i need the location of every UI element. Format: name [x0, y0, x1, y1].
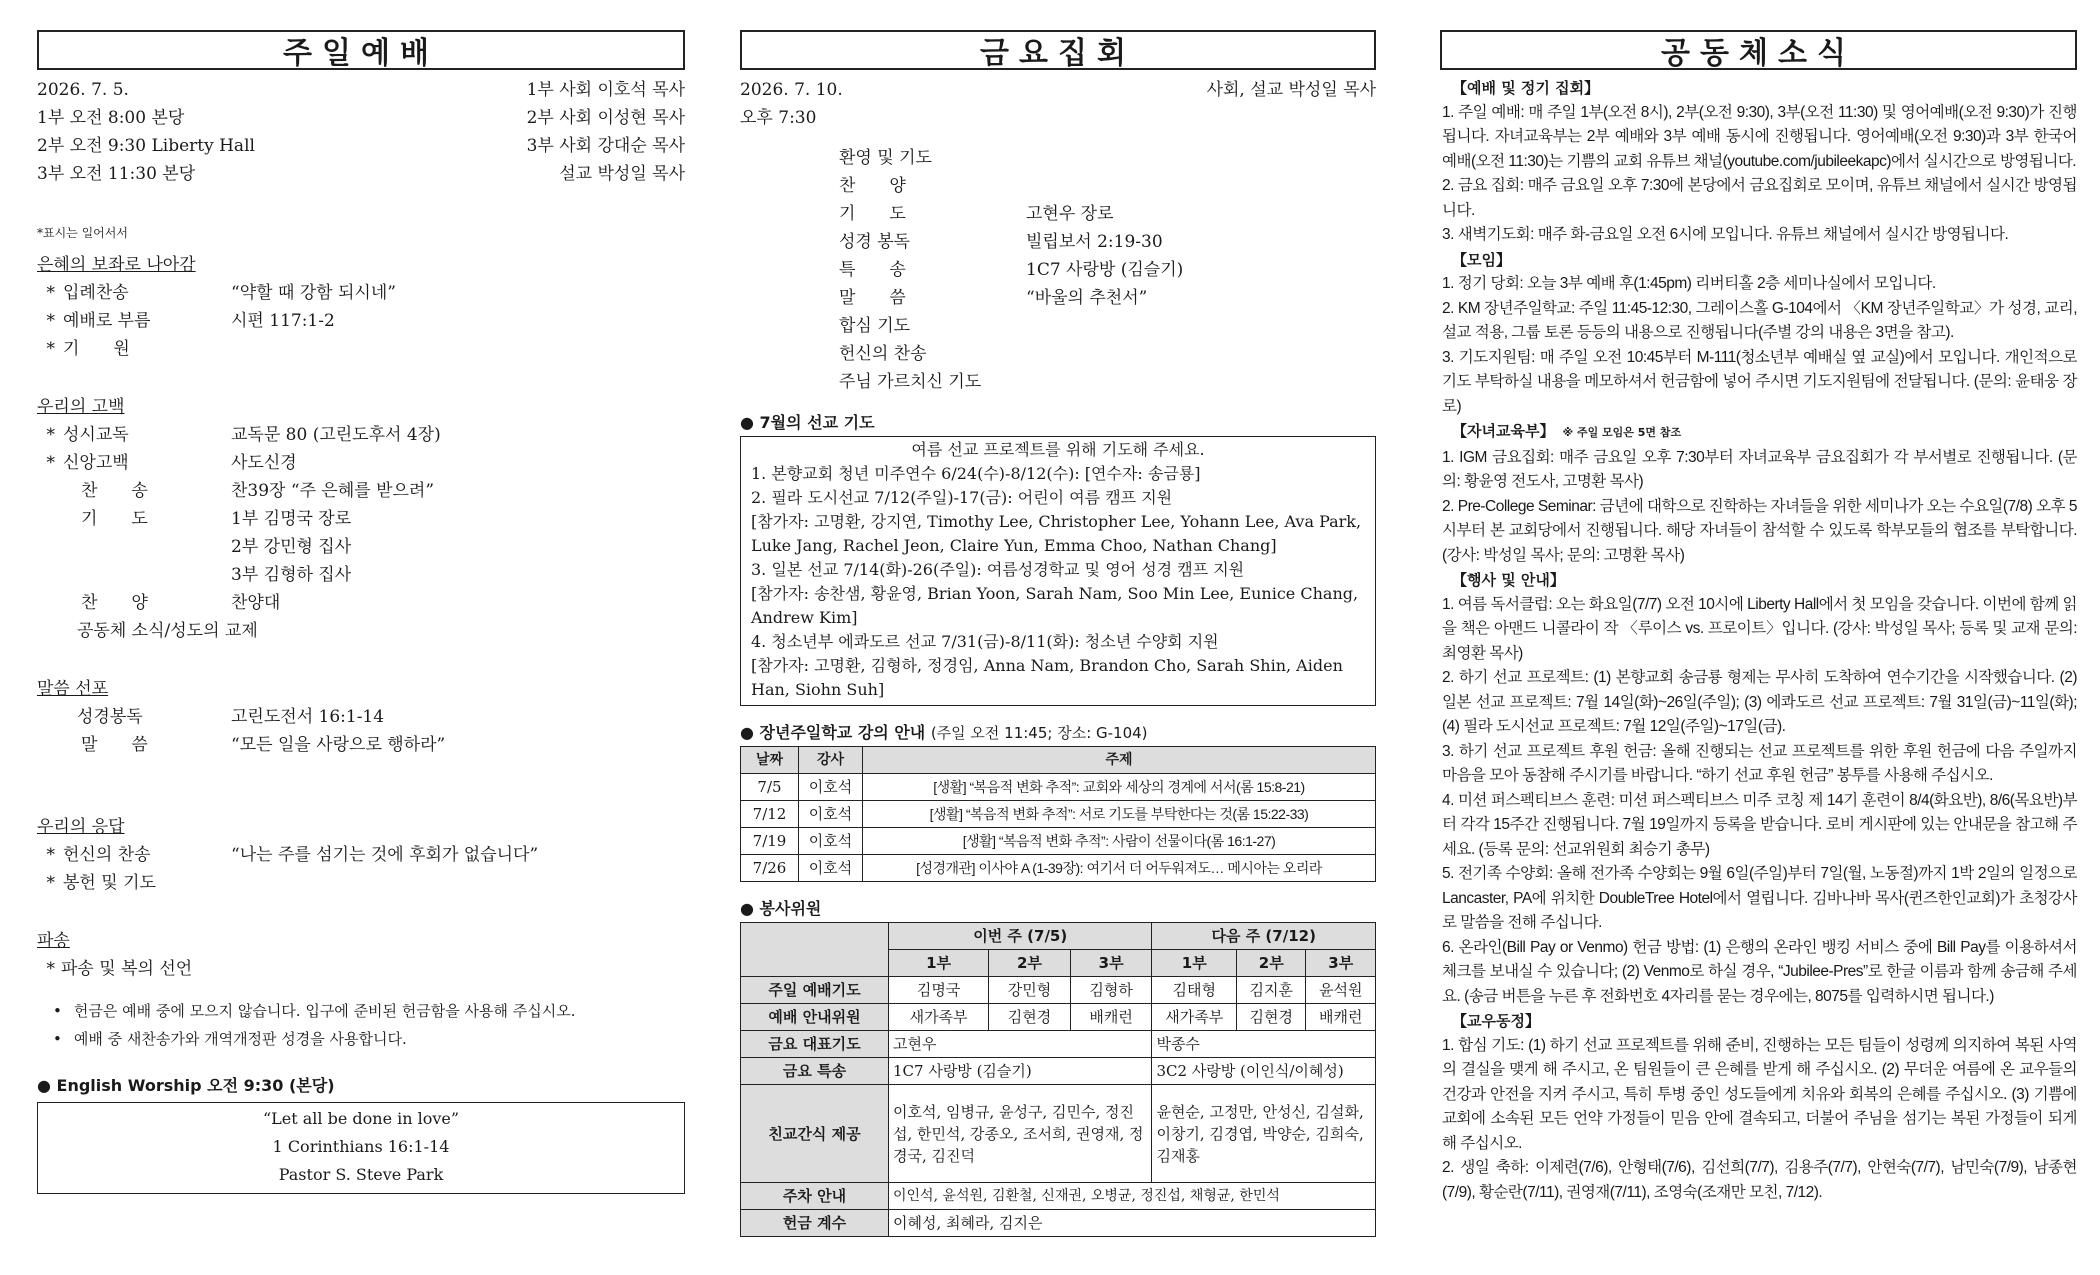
table-row	[741, 801, 1376, 828]
order-label: 예배로 부름	[63, 311, 151, 331]
friday-row	[837, 256, 1376, 284]
mission-intro: 여름 선교 프로젝트를 위해 기도해 주세요.	[911, 440, 1205, 459]
friday-label: 찬 양	[839, 176, 906, 196]
friday-label: 주님 가르치신 기도	[839, 372, 982, 392]
order-label: 봉헌 및 기도	[63, 873, 156, 893]
column-header: 날짜	[741, 747, 799, 774]
news-item: 2. 생일 축하: 이제련(7/6), 안형태(7/6), 김선희(7/7), 김용주(7/7), 안현숙(7/7), 남민숙(7/9), 남종현(7/9), 황순란(7/11), 권영재(7/11), 조영숙(조재만 모친, 7/12).	[1442, 1159, 2077, 1201]
lecture-date: 7/12	[741, 801, 799, 828]
footnote: • 헌금은 예배 중에 모으지 않습니다. 입구에 준비된 헌금함을 사용해 주십시오.	[37, 997, 685, 1025]
order-row	[37, 731, 685, 759]
friday-value: 빌립보서 2:19-30	[1026, 232, 1163, 252]
news-heading: 【예배 및 정기 집회】	[1452, 79, 1600, 97]
friday-row	[837, 144, 1376, 172]
friday-header	[740, 76, 1376, 132]
community-news	[1440, 76, 2077, 1205]
volunteer-cell: 김지훈	[1237, 977, 1306, 1004]
standing-mark	[37, 617, 61, 645]
friday-row	[837, 172, 1376, 200]
sunday-leaders	[527, 76, 685, 188]
friday-row	[837, 368, 1376, 396]
standing-mark	[37, 561, 61, 589]
volunteer-cell: 김현경	[1237, 1004, 1306, 1031]
lecture-speaker: 이호석	[799, 828, 863, 855]
order-row	[37, 421, 685, 449]
volunteer-cell: 새가족부	[1152, 1004, 1237, 1031]
news-item: 2. 하기 선교 프로젝트: (1) 본향교회 송금룡 형제는 무사히 도착하여 연수기간을 시작했습니다. (2) 일본 선교 프로젝트: 7월 14일(화)~26일(주일); (3) 에콰도르 선교 프로젝트: 7월 31일(금)~11일(화); (4) 필라 도시선교 프로젝트: 7월 12일(주일)~17일(금).	[1442, 669, 2077, 735]
table-row	[741, 774, 1376, 801]
order-row	[37, 703, 685, 731]
order-value	[231, 335, 685, 363]
news-heading	[1452, 419, 2077, 446]
friday-title: 금요집회	[740, 30, 1376, 70]
friday-value	[1026, 340, 1376, 368]
friday-value	[1026, 312, 1376, 340]
standing-mark: *	[46, 873, 55, 893]
volunteer-cell: 배캐런	[1070, 1004, 1152, 1031]
table-row	[741, 1183, 1376, 1210]
order-row	[37, 307, 685, 335]
order-label: 기 도	[81, 509, 148, 529]
scripture: 1 Corinthians 16:1-14	[272, 1137, 450, 1156]
volunteer-cell: 김명국	[889, 977, 989, 1004]
order-label: 파송 및 복의 선언	[61, 959, 193, 979]
friday-gathering-column	[740, 30, 1376, 1237]
column-header: 주제	[863, 747, 1376, 774]
friday-row	[837, 284, 1376, 312]
mission-line: [참가자: 고명환, 김형하, 정경임, Anna Nam, Brandon Cho, Sarah Shin, Aiden Han, Siohn Suh]	[751, 656, 1343, 699]
order-value: 시편 117:1-2	[231, 311, 335, 331]
friday-label: 헌신의 찬송	[839, 344, 927, 364]
news-item: 1. 합심 기도: (1) 하기 선교 프로젝트를 위해 준비, 진행하는 모든 팀들이 성령께 의지하여 복된 사역의 결실을 맺게 해 주시고, 온 팀원들이 큰 은혜를 받게 해 주십시오. (2) 무더운 여름에 온 교우들의 건강과 안전을 지켜 주시고, 특히 투병 중인 성도들에게 치유와 회복의 은혜를 주십시오. (3) 기쁨에 교회에 소속된 모든 언약 가정들이 믿음 안에 결속되고, 더불어 주님을 섬기는 복된 가정들이 되게 해 주십시오.	[1442, 1036, 2077, 1152]
sunday-times	[37, 76, 255, 188]
service-header: 2부	[1237, 950, 1306, 977]
standing-mark	[37, 731, 61, 759]
mission-line: 1. 본향교회 청년 미주연수 6/24(수)-8/12(수): [연수자: 송금룡]	[751, 464, 1201, 483]
order-label: 헌신의 찬송	[63, 845, 151, 865]
standing-mark	[37, 533, 61, 561]
lecture-table	[740, 746, 1376, 882]
lecture-topic: [생활] “복음적 변화 추적”: 교회와 세상의 경계에 서서(롬 15:8-21)	[863, 774, 1376, 801]
friday-value: 1C7 사랑방 (김슬기)	[1026, 260, 1184, 280]
service-header: 3부	[1070, 950, 1152, 977]
friday-row	[837, 228, 1376, 256]
order-label: 찬 양	[81, 593, 148, 613]
english-worship-heading: ● English Worship 오전 9:30 (본당)	[37, 1076, 335, 1095]
news-item: 1. 여름 독서클럽: 오는 화요일(7/7) 오전 10시에 Liberty Hall에서 첫 모임을 갖습니다. 이번에 함께 읽을 책은 아맨드 니콜라이 작 〈루이스 vs. 프로이트〉입니다. (강사: 박성일 목사; 등록 및 교재 문의: 최영환 목사)	[1442, 595, 2077, 662]
lecture-heading	[740, 720, 1376, 743]
table-row	[741, 1058, 1376, 1085]
news-heading: 【모임】	[1452, 250, 1511, 269]
mission-prayer-box	[740, 436, 1376, 706]
friday-value: 고현우 장로	[1026, 204, 1114, 224]
order-label: 공동체 소식/성도의 교제	[77, 621, 258, 641]
section-heading: 말씀 선포	[37, 679, 109, 699]
row-header: 주차 안내	[741, 1183, 889, 1210]
community-news-column	[1440, 30, 2077, 1205]
standing-mark	[37, 703, 61, 731]
order-label: 신앙고백	[63, 453, 129, 473]
news-item: 4. 미션 퍼스펙티브스 훈련: 미션 퍼스펙티브스 미주 코칭 제 14기 훈련이 8/4(화요반), 8/6(목요반)부터 각각 15주간 진행됩니다. 7월 19일까지 등록을 받습니다. 로비 게시판에 있는 안내문을 참고해 주세요. (등록 문의: 선교위원회 최승기 총무)	[1442, 791, 2077, 858]
section-heading: 파송	[37, 931, 70, 951]
community-title: 공동체소식	[1440, 30, 2077, 70]
volunteers-table	[740, 922, 1376, 1237]
preacher: Pastor S. Steve Park	[278, 1165, 444, 1184]
order-label: 기 원	[63, 339, 130, 359]
lecture-date: 7/26	[741, 855, 799, 882]
volunteer-cell: 김태형	[1152, 977, 1237, 1004]
order-value: 3부 김형하 집사	[231, 565, 352, 585]
friday-label: 특 송	[839, 260, 906, 280]
standing-mark	[37, 505, 61, 533]
order-row	[37, 449, 685, 477]
news-item: 2. 금요 집회: 매주 금요일 오후 7:30에 본당에서 금요집회로 모이며, 유튜브 채널에서 실시간 방영됩니다.	[1442, 177, 2077, 219]
standing-mark	[37, 477, 61, 505]
mission-line: [참가자: 송찬샘, 황윤영, Brian Yoon, Sarah Nam, Soo Min Lee, Eunice Chang, Andrew Kim]	[751, 584, 1359, 627]
order-label: 찬 송	[81, 481, 148, 501]
friday-row	[837, 340, 1376, 368]
standing-mark: *	[46, 311, 55, 331]
mission-line: 4. 청소년부 에콰도르 선교 7/31(금)-8/11(화): 청소년 수양회 지원	[751, 632, 1219, 651]
section-heading: 우리의 응답	[37, 817, 125, 837]
order-label: 성경봉독	[77, 707, 143, 727]
friday-label: 성경 봉독	[839, 232, 911, 252]
mission-prayer-heading: ● 7월의 선교 기도	[740, 413, 875, 432]
order-value: 교독문 80 (고린도후서 4장)	[231, 425, 441, 445]
volunteer-cell: 이인석, 윤석원, 김환철, 신재권, 오병균, 정진섭, 채형균, 한민석	[889, 1183, 1376, 1210]
friday-time: 오후 7:30	[740, 108, 817, 128]
order-row	[37, 505, 685, 533]
volunteer-cell: 윤석원	[1306, 977, 1376, 1004]
order-row	[37, 335, 685, 363]
standing-mark: *	[46, 453, 55, 473]
standing-mark	[37, 589, 61, 617]
service-time: 1부 오전 8:00 본당	[37, 108, 185, 128]
volunteer-cell: 윤현순, 고정만, 안성신, 김설화, 이창기, 김경엽, 박양순, 김희숙, 김재홍	[1152, 1085, 1376, 1183]
row-header: 친교간식 제공	[741, 1085, 889, 1183]
volunteer-cell: 이호석, 임병규, 윤성구, 김민수, 정진섭, 한민석, 강종오, 조서희, 권영재, 정경국, 김진덕	[889, 1085, 1152, 1183]
next-week-header: 다음 주 (7/12)	[1152, 923, 1376, 950]
news-item: 1. 주일 예배: 매 주일 1부(오전 8시), 2부(오전 9:30), 3부(오전 11:30) 및 영어예배(오전 9:30)가 진행됩니다. 자녀교육부는 2부 예배와 3부 예배 동시에 진행됩니다. 영어예배(오전 9:30)과 3부 한국어 예배(오전 11:30)는 기쁨의 교회 유튜브 채널(youtube.com/jubileekapc)에서 실시간으로 방영됩니다.	[1442, 103, 2077, 170]
order-row	[37, 561, 685, 589]
table-row	[741, 828, 1376, 855]
news-item: 3. 하기 선교 프로젝트 후원 헌금: 올해 진행되는 선교 프로젝트를 위한 후원 헌금에 다음 주일까지 마음을 모아 동참해 주시기를 바랍니다. “하기 선교 후원 헌금” 봉투를 사용해 주십시오.	[1442, 742, 2077, 784]
friday-label: 말 씀	[839, 288, 906, 308]
volunteer-cell: 김형하	[1070, 977, 1152, 1004]
row-header: 금요 대표기도	[741, 1031, 889, 1058]
service-header: 1부	[1152, 950, 1237, 977]
news-heading: 【행사 및 안내】	[1452, 571, 1565, 589]
friday-value	[1026, 368, 1376, 396]
news-item: 2. Pre-College Seminar: 금년에 대학으로 진학하는 자녀들을 위한 세미나가 오는 수요일(7/8) 오후 5시부터 본 교회당에서 진행됩니다. 해당 자녀들이 참석할 수 있도록 학부모들의 협조를 부탁합니다. (강사: 박성일 목사; 문의: 고명환 목사)	[1442, 497, 2077, 564]
standing-mark: *	[46, 339, 55, 359]
order-row	[37, 279, 685, 307]
friday-label: 합심 기도	[839, 316, 911, 336]
friday-leader: 사회, 설교 박성일 목사	[1206, 80, 1376, 100]
order-row	[37, 617, 685, 645]
news-item: 3. 새벽기도회: 매주 화-금요일 오전 6시에 모입니다. 유튜브 채널에서 실시간 방영됩니다.	[1442, 226, 2009, 243]
order-row	[37, 869, 685, 897]
news-heading: 【교우동정】	[1452, 1012, 1540, 1030]
leader-line: 3부 사회 강대순 목사	[526, 136, 685, 156]
row-header: 예배 안내위원	[741, 1004, 889, 1031]
volunteer-cell: 박종수	[1152, 1031, 1376, 1058]
sermon-title: “Let all be done in love”	[262, 1109, 460, 1128]
volunteer-cell: 3C2 사랑방 (이인식/이혜성)	[1152, 1058, 1376, 1085]
leader-line: 1부 사회 이호석 목사	[526, 80, 685, 100]
sunday-date: 2026. 7. 5.	[37, 80, 129, 100]
order-value: “약할 때 강함 되시네”	[231, 283, 396, 303]
order-label: 입례찬송	[63, 283, 129, 303]
row-header: 주일 예배기도	[741, 977, 889, 1004]
lecture-speaker: 이호석	[799, 774, 863, 801]
friday-label: 기 도	[839, 204, 906, 224]
standing-note: *표시는 일어서서	[37, 226, 128, 240]
mission-line: 3. 일본 선교 7/14(화)-26(주일): 여름성경학교 및 영어 성경 캠프 지원	[751, 560, 1245, 579]
friday-value: “바울의 추천서”	[1026, 288, 1148, 308]
news-heading-note: ※ 주일 모임은 5면 참조	[1562, 426, 1682, 439]
mission-line: 2. 필라 도시선교 7/12(주일)-17(금): 어린이 여름 캠프 지원	[751, 488, 1173, 507]
service-time: 3부 오전 11:30 본당	[37, 164, 196, 184]
lecture-header-row	[741, 747, 1376, 774]
news-item: 5. 전기족 수양회: 올해 전가족 수양회는 9월 6일(주일)부터 7일(월, 노동절)까지 1박 2일의 일정으로 Lancaster, PA에 위치한 DoubleTree Hotel에서 열립니다. 김바나바 목사(퀸즈한인교회)가 초청강사로 말씀을 전해 주십니다.	[1442, 865, 2077, 931]
table-row	[741, 1085, 1376, 1183]
table-row	[741, 1031, 1376, 1058]
service-header: 1부	[889, 950, 989, 977]
order-row	[37, 533, 685, 561]
order-of-worship	[37, 251, 685, 983]
friday-value	[1026, 172, 1376, 200]
news-item: 1. IGM 금요집회: 매주 금요일 오후 7:30부터 자녀교육부 금요집회가 각 부서별로 진행됩니다. (문의: 황윤영 전도사, 고명환 목사)	[1442, 448, 2077, 490]
order-value: 찬양대	[231, 593, 281, 613]
news-item: 1. 정기 당회: 오늘 3부 예배 후(1:45pm) 리버티홀 2층 세미나실에서 모입니다.	[1442, 275, 1936, 292]
order-label: 말 씀	[81, 735, 148, 755]
lecture-date: 7/5	[741, 774, 799, 801]
friday-row	[837, 312, 1376, 340]
lecture-topic: [생활] “복음적 변화 추적”: 서로 기도를 부탁한다는 것(롬 15:22-33)	[863, 801, 1376, 828]
order-value: 찬39장 “주 은혜를 받으려”	[231, 481, 435, 501]
friday-order	[837, 144, 1376, 396]
volunteer-cell: 이혜성, 최혜라, 김지은	[889, 1210, 1376, 1237]
column-header: 강사	[799, 747, 863, 774]
volunteer-cell: 새가족부	[889, 1004, 989, 1031]
table-row	[741, 1004, 1376, 1031]
lecture-speaker: 이호석	[799, 855, 863, 882]
order-value: 사도신경	[231, 453, 297, 473]
volunteer-cell: 배캐런	[1306, 1004, 1376, 1031]
table-row	[741, 855, 1376, 882]
lecture-topic: [성경개관] 이사야 A (1-39장): 여기서 더 어두워져도… 메시아는 오리라	[863, 855, 1376, 882]
standing-mark: *	[46, 283, 55, 303]
order-value: 2부 강민형 집사	[231, 537, 352, 557]
row-header: 금요 특송	[741, 1058, 889, 1085]
friday-row	[837, 200, 1376, 228]
leader-line: 설교 박성일 목사	[559, 164, 685, 184]
section-heading: 은혜의 보좌로 나아감	[37, 255, 196, 275]
section-heading: 우리의 고백	[37, 397, 125, 417]
volunteer-cell: 강민형	[989, 977, 1071, 1004]
row-header: 헌금 계수	[741, 1210, 889, 1237]
table-row	[741, 977, 1376, 1004]
standing-mark: *	[46, 959, 55, 979]
lecture-heading-sub: (주일 오전 11:45; 장소: G-104)	[930, 724, 1148, 742]
order-value: “모든 일을 사랑으로 행하라”	[231, 735, 446, 755]
this-week-header: 이번 주 (7/5)	[889, 923, 1152, 950]
service-header: 2부	[989, 950, 1071, 977]
standing-mark: *	[46, 845, 55, 865]
lecture-topic: [생활] “복음적 변화 추적”: 사람이 선물이다(롬 16:1-27)	[863, 828, 1376, 855]
sunday-title: 주일예배	[37, 30, 685, 70]
table-row	[741, 1210, 1376, 1237]
order-row	[37, 955, 685, 983]
service-header: 3부	[1306, 950, 1376, 977]
volunteer-cell: 고현우	[889, 1031, 1152, 1058]
order-value: 1부 김명국 장로	[231, 509, 352, 529]
lecture-heading-text: ● 장년주일학교 강의 안내	[740, 723, 926, 742]
mission-line: [참가자: 고명환, 강지연, Timothy Lee, Christopher Lee, Yohann Lee, Ava Park, Luke Jang, Rachel Jeon, Claire Yun, Emma Choo, Nathan Chang]	[751, 512, 1362, 555]
order-row	[37, 589, 685, 617]
leader-line: 2부 사회 이성현 목사	[526, 108, 685, 128]
sunday-header	[37, 76, 685, 188]
volunteer-cell: 1C7 사랑방 (김슬기)	[889, 1058, 1152, 1085]
order-label	[61, 533, 231, 561]
lecture-speaker: 이호석	[799, 801, 863, 828]
order-label: 성시교독	[63, 425, 129, 445]
sunday-worship-column	[37, 30, 685, 1194]
friday-label: 환영 및 기도	[839, 148, 932, 168]
footnotes	[37, 997, 685, 1053]
order-row	[37, 841, 685, 869]
order-value	[231, 869, 685, 897]
standing-mark: *	[46, 425, 55, 445]
volunteer-cell: 김현경	[989, 1004, 1071, 1031]
order-row	[37, 477, 685, 505]
order-value: “나는 주를 섬기는 것에 후회가 없습니다”	[231, 845, 539, 865]
volunteers-heading: ● 봉사위원	[740, 899, 822, 918]
volunteers-week-row	[741, 923, 1376, 950]
service-time: 2부 오전 9:30 Liberty Hall	[37, 136, 255, 156]
news-item: 3. 기도지원팀: 매 주일 오전 10:45부터 M-111(청소년부 예배실 옆 교실)에서 모입니다. 개인적으로 기도 부탁하실 내용을 메모하셔서 헌금함에 넣어 주시면 기도지원팀에 전달됩니다. (문의: 윤태웅 장로)	[1442, 348, 2077, 415]
lecture-date: 7/19	[741, 828, 799, 855]
order-value: 고린도전서 16:1-14	[231, 707, 385, 727]
news-item: 2. KM 장년주일학교: 주일 11:45-12:30, 그레이스홀 G-104에서 〈KM 장년주일학교〉가 성경, 교리, 설교 적용, 그룹 토론 등등의 내용으로 진행됩니다(주별 강의 내용은 3면을 참고).	[1442, 299, 2077, 341]
footnote: • 예배 중 새찬송가와 개역개정판 성경을 사용합니다.	[37, 1025, 685, 1053]
friday-date: 2026. 7. 10.	[740, 80, 843, 100]
english-worship-box	[37, 1102, 685, 1194]
news-heading-text: 【자녀교육부】	[1452, 422, 1555, 440]
news-item: 6. 온라인(Bill Pay or Venmo) 헌금 방법: (1) 은행의 온라인 뱅킹 서비스 중에 Bill Pay를 이용하셔서 체크를 보내실 수 있습니다; (2) Venmo로 하실 경우, “Jubilee-Pres”로 한글 이름과 함께 송금해 주세요. (송금 버튼을 누른 후 전화번호 4자리를 묻는 경우에는, 8075를 입력하시면 됩니다.)	[1442, 938, 2077, 1005]
friday-value	[1026, 144, 1376, 172]
order-label	[61, 561, 231, 589]
